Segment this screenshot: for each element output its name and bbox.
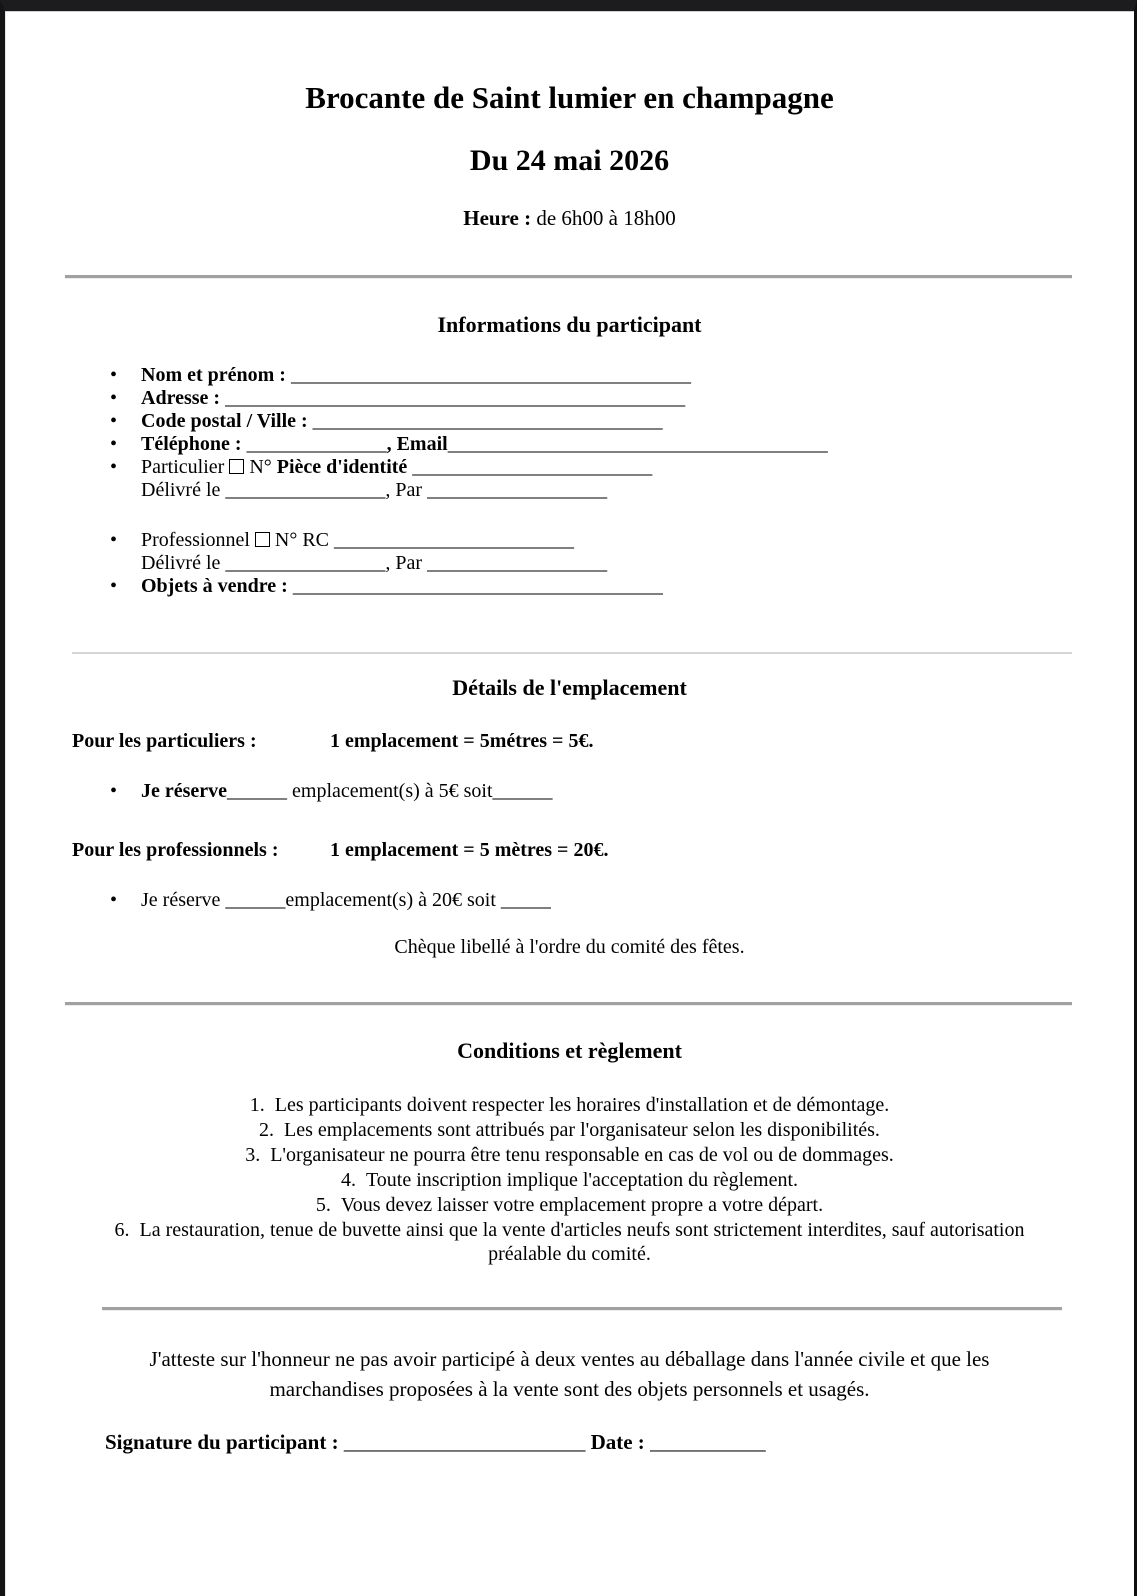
field-adresse (110, 387, 1134, 410)
field-professionnel (110, 529, 1134, 552)
condition-number: 3. (245, 1144, 261, 1166)
time-label: Heure : (463, 206, 532, 230)
date-fill-line: ___________ (644, 1430, 766, 1454)
professionnel-checkbox (255, 532, 270, 547)
objets-fill-line: _____________________________________ (287, 575, 663, 597)
bullet-icon: • (110, 575, 118, 597)
condition-number: 6. (114, 1219, 130, 1241)
bullet-icon: • (110, 780, 118, 802)
piece-identite-fill-line: ________________________ (407, 456, 653, 478)
delivre-label: Délivré le (141, 552, 221, 574)
particulier-num-label: N° (249, 456, 272, 478)
reserve-qty-line: ______ (225, 889, 286, 911)
par-label: , Par (385, 479, 423, 501)
cheque-note: Chèque libellé à l'ordre du comité des fêtes. (394, 936, 745, 958)
section-divider-2 (72, 652, 1072, 654)
bullet-icon: • (110, 387, 118, 409)
condition-text: L'organisateur ne pourra être tenu responsable en cas de vol ou de dommages. (270, 1144, 894, 1166)
bullet-icon: • (110, 456, 118, 478)
bullet-icon: • (110, 410, 118, 432)
time-value: de 6h00 à 18h00 (531, 206, 676, 230)
reserve-rate-text: emplacement(s) à 20€ soit (285, 889, 501, 911)
condition-text: Vous devez laisser votre emplacement propre a votre départ. (340, 1194, 824, 1216)
condition-text: Les emplacements sont attribués par l'organisateur selon les disponibilités. (284, 1119, 880, 1141)
condition-item (97, 1118, 1042, 1142)
condition-item (97, 1193, 1042, 1217)
bullet-icon: • (110, 889, 118, 911)
emplacement-section-heading: Détails de l'emplacement (452, 675, 687, 700)
rc-fill-line: ________________________ (329, 529, 575, 551)
signature-fill-line: _______________________ (338, 1430, 591, 1454)
rc-num-label: N° RC (274, 529, 330, 551)
condition-item (97, 1143, 1042, 1167)
nom-fill-line: ________________________________________ (285, 364, 691, 386)
field-delivre-professionnel (141, 552, 1134, 575)
reserve-particuliers-row (110, 779, 1134, 803)
field-nom (110, 364, 1134, 387)
document-title: Brocante de Saint lumier en champagne (305, 80, 834, 115)
delivre-label: Délivré le (141, 479, 221, 501)
field-particulier (110, 456, 1134, 479)
section-divider-3 (65, 1002, 1072, 1006)
professionnels-rate-row (72, 838, 1134, 862)
reserve-qty-line: ______ (227, 780, 288, 802)
email-fill-line: ______________________________________ (447, 433, 828, 455)
condition-number: 4. (340, 1169, 356, 1191)
condition-number: 5. (315, 1194, 331, 1216)
nom-label: Nom et prénom : (141, 364, 286, 386)
reserve-rate-text: emplacement(s) à 5€ soit (287, 780, 493, 802)
bullet-icon: • (110, 364, 118, 386)
section-divider-4 (102, 1307, 1062, 1311)
telephone-fill-line: ______________ (241, 433, 387, 455)
field-code-postal (110, 410, 1134, 433)
email-label: , Email (386, 433, 448, 455)
condition-number: 1. (249, 1094, 265, 1116)
field-telephone-email (110, 433, 1134, 456)
event-date: Du 24 mai 2026 (469, 144, 670, 177)
bullet-icon: • (110, 529, 118, 551)
objets-label: Objets à vendre : (141, 575, 288, 597)
par-label: , Par (385, 552, 423, 574)
professionnels-rate: 1 emplacement = 5 mètres = 20€. (330, 839, 609, 861)
signature-row (105, 1430, 1134, 1455)
reserve-professionnels-row (110, 888, 1134, 912)
field-objets (110, 575, 1134, 598)
particuliers-label: Pour les particuliers : (72, 730, 257, 752)
condition-item (97, 1168, 1042, 1192)
particulier-label: Particulier (141, 456, 225, 478)
reserve-label: Je réserve (141, 780, 228, 802)
condition-text: La restauration, tenue de buvette ainsi que la vente d'articles neufs sont strictement interdites, sauf autorisation préalable du comité. (139, 1219, 1025, 1265)
professionnel-label: Professionnel (141, 529, 250, 551)
signature-label: Signature du participant : (105, 1430, 339, 1454)
participant-section-heading: Informations du participant (437, 312, 702, 337)
code-postal-label: Code postal / Ville : (141, 410, 308, 432)
condition-number: 2. (259, 1119, 275, 1141)
particuliers-rate: 1 emplacement = 5métres = 5€. (330, 730, 594, 752)
code-postal-fill-line: ___________________________________ (307, 410, 663, 432)
event-time (5, 206, 1134, 231)
delivre-fill-line: ________________ (220, 552, 386, 574)
particulier-checkbox (229, 459, 244, 474)
condition-text: Toute inscription implique l'acceptation du règlement. (365, 1169, 799, 1191)
delivre-fill-line: ________________ (220, 479, 386, 501)
conditions-list (97, 1093, 1042, 1266)
particuliers-rate-row (72, 729, 1134, 753)
reserve-total-line: ______ (492, 780, 553, 802)
date-label: Date : (590, 1430, 645, 1454)
adresse-label: Adresse : (141, 387, 221, 409)
section-divider-1 (65, 275, 1072, 279)
adresse-fill-line: ______________________________________________ (220, 387, 686, 409)
piece-identite-label: Pièce d'identité (276, 456, 408, 478)
participant-field-list (5, 364, 1134, 598)
condition-item (97, 1093, 1042, 1117)
condition-item (97, 1218, 1042, 1266)
par-fill-line: __________________ (422, 479, 608, 501)
reserve-label: Je réserve (141, 889, 226, 911)
reserve-total-line: _____ (500, 889, 551, 911)
par-fill-line: __________________ (422, 552, 608, 574)
professionnels-label: Pour les professionnels : (72, 839, 279, 861)
document-body (5, 11, 1134, 1455)
attestation-text: J'atteste sur l'honneur ne pas avoir participé à deux ventes au déballage dans l'année civile et que les marchandises proposées à la vente sont des objets personnels et usagés. (149, 1347, 990, 1401)
telephone-label: Téléphone : (141, 433, 242, 455)
condition-text: Les participants doivent respecter les horaires d'installation et de démontage. (274, 1094, 890, 1116)
field-delivre-particulier (141, 479, 1134, 502)
conditions-section-heading: Conditions et règlement (457, 1038, 682, 1063)
bullet-icon: • (110, 433, 118, 455)
